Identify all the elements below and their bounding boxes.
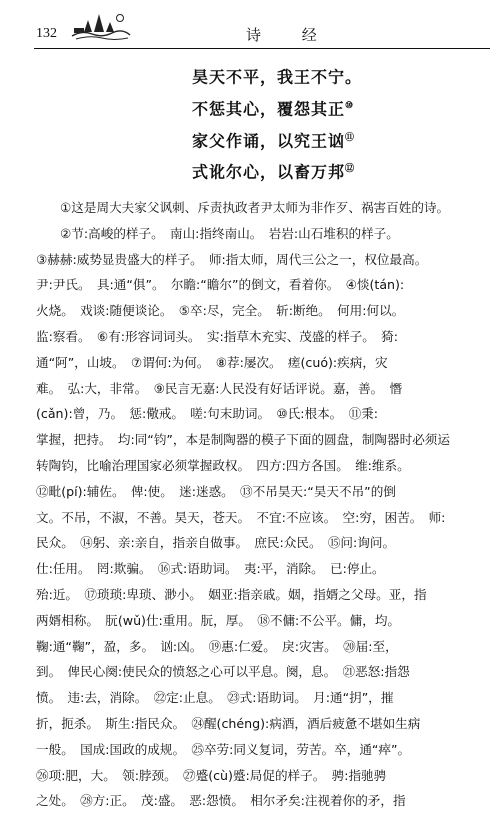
- note-line: 尹:尹氏。 具:通“俱”。 尔瞻:“瞻尔”的倒文，看着你。 ④惔(tán):: [36, 277, 405, 293]
- note-line: 一般。 国成:国政的成规。 ㉕卒劳:同义复词，劳苦。卒，通“瘁”。: [36, 741, 411, 757]
- note-line: 火烧。 戏谈:随便谈论。 ⑤卒:尽，完全。 斩:断绝。 何用:何以。: [36, 303, 405, 319]
- note-line: 愤。 违:去，消除。 ㉒定:止息。 ㉓式:语助词。 月:通“抈”，摧: [36, 690, 394, 706]
- note-line: 到。 俾民心阕:使民众的愤怒之心可以平息。阕，息。 ㉑恶怒:指怨: [36, 664, 410, 680]
- note-line: 民众。 ⑭躬、亲:亲自，指亲自做事。 庶民:众民。 ⑮问:询问。: [36, 535, 396, 551]
- note-line: (cǎn):曾，乃。 惩:儆戒。 嗟:句末助词。 ⑩氏:根本。 ⑪秉:: [36, 406, 379, 422]
- note-line: 监:察看。 ⑥有:形容词词头。 实:指草木充实、茂盛的样子。 猗:: [36, 328, 398, 344]
- note-line: 之处。 ㉘方:正。 茂:盛。 恶:怨愤。 相尔矛矣:注视着你的矛，指: [36, 793, 406, 809]
- poem-line-text: 不惩其心，覆怨其正: [192, 99, 346, 119]
- note-line: 折，扼杀。 斯生:指民众。 ㉔醒(chéng):病酒，酒后疲惫不堪如生病: [36, 715, 421, 731]
- running-title: 诗 经: [246, 26, 335, 44]
- note-line: 通“阿”，山坡。 ⑦谓何:为何。 ⑧荐:屡次。 瘥(cuó):疾病，灾: [36, 354, 388, 370]
- annotation-notes: [36, 195, 494, 814]
- landscape-ornament-icon: [70, 8, 132, 44]
- page-header: [0, 0, 500, 52]
- poem-line: [192, 124, 362, 156]
- note-line: ①这是周大夫家父讽刺、斥责执政者尹太师为非作歹、祸害百姓的诗。: [60, 200, 450, 215]
- poem-line-text: 昊天不平，我王不宁。: [192, 67, 363, 87]
- note-line: 仕:任用。 罔:欺骗。 ⑯式:语助词。 夷:平，消除。 已:停止。: [36, 561, 385, 577]
- note-line: 掌握，把持。 均:同“钧”，本是制陶器的模子下面的圆盘，制陶器时必须运: [36, 432, 450, 448]
- note-line: 两婿相称。 朊(wǔ)仕:重用。朊，厚。 ⑱不傭:不公平。傭，均。: [36, 612, 401, 628]
- poem-line: [192, 60, 362, 92]
- poem-line: [192, 155, 362, 187]
- poem-line-text: 家父作诵，以究王讻: [192, 130, 346, 150]
- note-marker: ⑪: [345, 132, 355, 143]
- page-number: 132: [36, 26, 57, 41]
- note-line: ③赫赫:威势显贵盛大的样子。 师:指太师，周代三公之一，权位最高。: [36, 251, 428, 267]
- poem-stanza: [192, 60, 362, 187]
- poem-line: [192, 92, 362, 124]
- note-line: 殆:近。 ⑰琐琐:卑琐、渺小。 姻亚:指亲戚。姻，指婿之父母。亚，指: [36, 586, 427, 602]
- note-line: ⑫毗(pí):辅佐。 俾:使。 迷:迷惑。 ⑬不吊昊天:“昊天不吊”的倒: [36, 483, 396, 499]
- note-line: ㉖项:肥，大。 领:脖颈。 ㉗蹙(cù)蹙:局促的样子。 骋:指驰骋: [36, 767, 387, 783]
- note-line: 转陶钧，比喻治理国家必须掌握政权。 四方:四方各国。 维:维系。: [36, 457, 410, 473]
- note-marker: ⑩: [345, 100, 354, 111]
- note-marker: ⑫: [345, 164, 355, 175]
- poem-line-text: 式讹尔心，以畜万邦: [192, 162, 346, 182]
- note-line: 难。 弘:大，非常。 ⑨民言无嘉:人民没有好话评说。嘉，善。 憯: [36, 380, 403, 396]
- note-line: ②节:高峻的样子。 南山:指终南山。 岩岩:山石堆积的样子。: [60, 225, 399, 241]
- header-rule: [34, 48, 490, 49]
- note-line: 文。不吊，不淑，不善。昊天，苍天。 不宜:不应该。 空:穷，困苦。 师:: [36, 509, 446, 525]
- note-line: 鞠:通“鞠”，盈，多。 讻:凶。 ⑲惠:仁爱。 戾:灾害。 ⑳届:至，: [36, 638, 398, 654]
